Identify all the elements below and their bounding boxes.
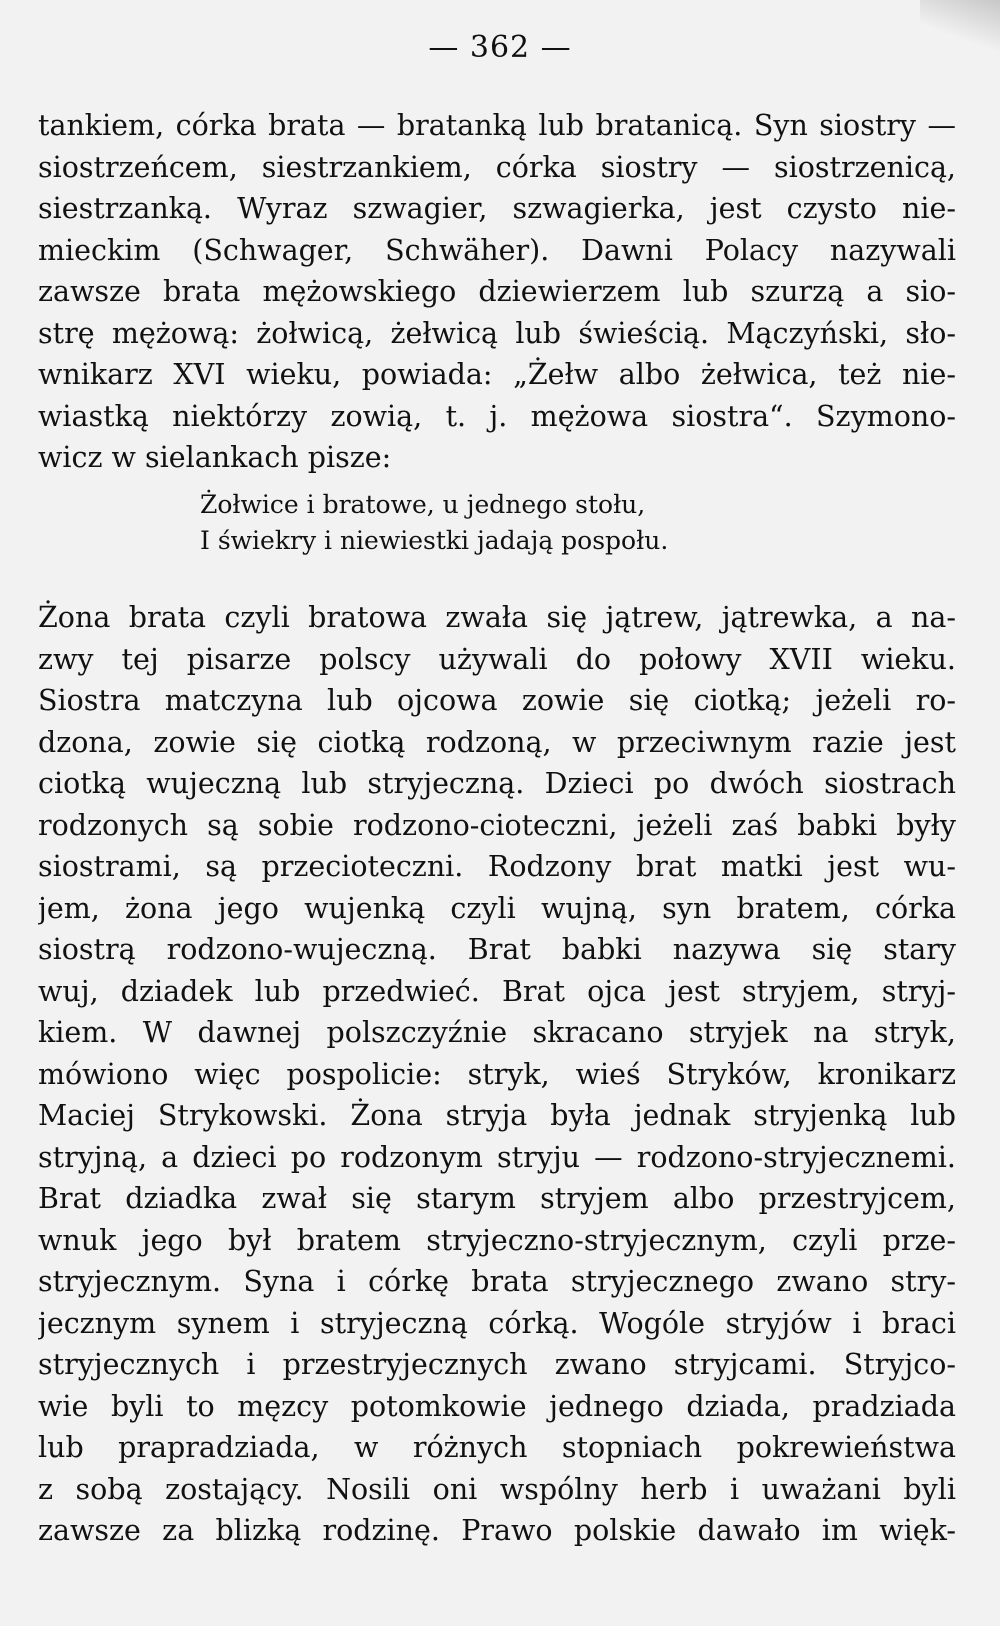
text-line: stryjną, a dzieci po rodzonym stryju — rodzono-stryjecznemi.	[38, 1140, 956, 1174]
text-line: Siostra matczyna lub ojcowa zowie się ciotką; jeżeli ro-	[38, 684, 956, 717]
text-line: zawsze brata mężowskiego dziewierzem lub szurzą a sio-	[38, 275, 956, 308]
text-line: z sobą zostający. Nosili oni wspólny herb i uważani byli	[38, 1472, 956, 1506]
text-line: mieckim (Schwager, Schwäher). Dawni Polacy nazywali	[38, 233, 956, 267]
paragraph-1	[38, 105, 956, 479]
text-line: siestrzanką. Wyraz szwagier, szwagierka, jest czysto nie-	[38, 192, 956, 225]
text-line: Brat dziadka zwał się starym stryjem albo przestryjcem,	[38, 1182, 956, 1215]
text-line: stryjecznych i przestryjecznych zwano stryjcami. Stryjco-	[38, 1348, 956, 1381]
text-line: jem, żona jego wujenką czyli wujną, syn bratem, córka	[38, 891, 956, 925]
verse-line: Żołwice i bratowe, u jednego stołu,	[200, 490, 646, 519]
text-line: wuj, dziadek lub przedwieć. Brat ojca jest stryjem, stryj-	[38, 974, 956, 1008]
verse-line: I świekry i niewiestki jadają pospołu.	[200, 526, 669, 555]
text-line: jecznym synem i stryjeczną córką. Wogóle stryjów i braci	[38, 1306, 956, 1340]
verse-quote	[200, 487, 760, 559]
text-line: ciotką wujeczną lub stryjeczną. Dzieci po dwóch siostrach	[38, 767, 956, 800]
page-number: — 362 —	[428, 30, 572, 65]
text-line: lub prapradziada, w różnych stopniach pokrewieństwa	[38, 1431, 956, 1464]
text-line: siostrą rodzono-wujeczną. Brat babki nazywa się stary	[38, 933, 956, 966]
text-line: kiem. W dawnej polszczyźnie skracano stryjek na stryk,	[38, 1016, 956, 1049]
text-line: wnikarz XVI wieku, powiada: „Żełw albo żełwica, też nie-	[38, 358, 956, 391]
text-line: wnuk jego był bratem stryjeczno-stryjecznym, czyli prze-	[38, 1223, 956, 1257]
text-line: Maciej Strykowski. Żona stryja była jednak stryjenką lub	[38, 1099, 956, 1132]
text-line: zwy tej pisarze polscy używali do połowy XVII wieku.	[38, 642, 956, 676]
text-line: wiastką niektórzy zowią, t. j. mężowa siostra“. Szymono-	[38, 399, 956, 433]
text-line: rodzonych są sobie rodzono-cioteczni, jeżeli zaś babki były	[38, 808, 956, 842]
text-line: siostrzeńcem, siestrzankiem, córka siostry — siostrzenicą,	[38, 150, 956, 184]
text-line: wicz w sielankach pisze:	[38, 441, 392, 474]
text-line: wie byli to męzcy potomkowie jednego dziada, pradziada	[38, 1389, 956, 1423]
text-line: mówiono więc pospolicie: stryk, wieś Stryków, kronikarz	[38, 1057, 956, 1091]
text-line: Żona brata czyli bratowa zwała się jątrew, jątrewka, a na-	[38, 601, 956, 634]
text-line: strę mężową: żołwicą, żełwicą lub świeścią. Mączyński, sło-	[38, 316, 956, 350]
text-line: tankiem, córka brata — bratanką lub bratanicą. Syn siostry —	[38, 109, 956, 142]
paragraph-2	[38, 597, 956, 1552]
text-line: dzona, zowie się ciotką rodzoną, w przeciwnym razie jest	[38, 725, 956, 759]
text-line: siostrami, są przecioteczni. Rodzony brat matki jest wu-	[38, 850, 956, 883]
text-line: zawsze za blizką rodzinę. Prawo polskie dawało im więk-	[38, 1514, 956, 1547]
text-line: stryjecznym. Syna i córkę brata stryjecznego zwano stry-	[38, 1265, 956, 1298]
